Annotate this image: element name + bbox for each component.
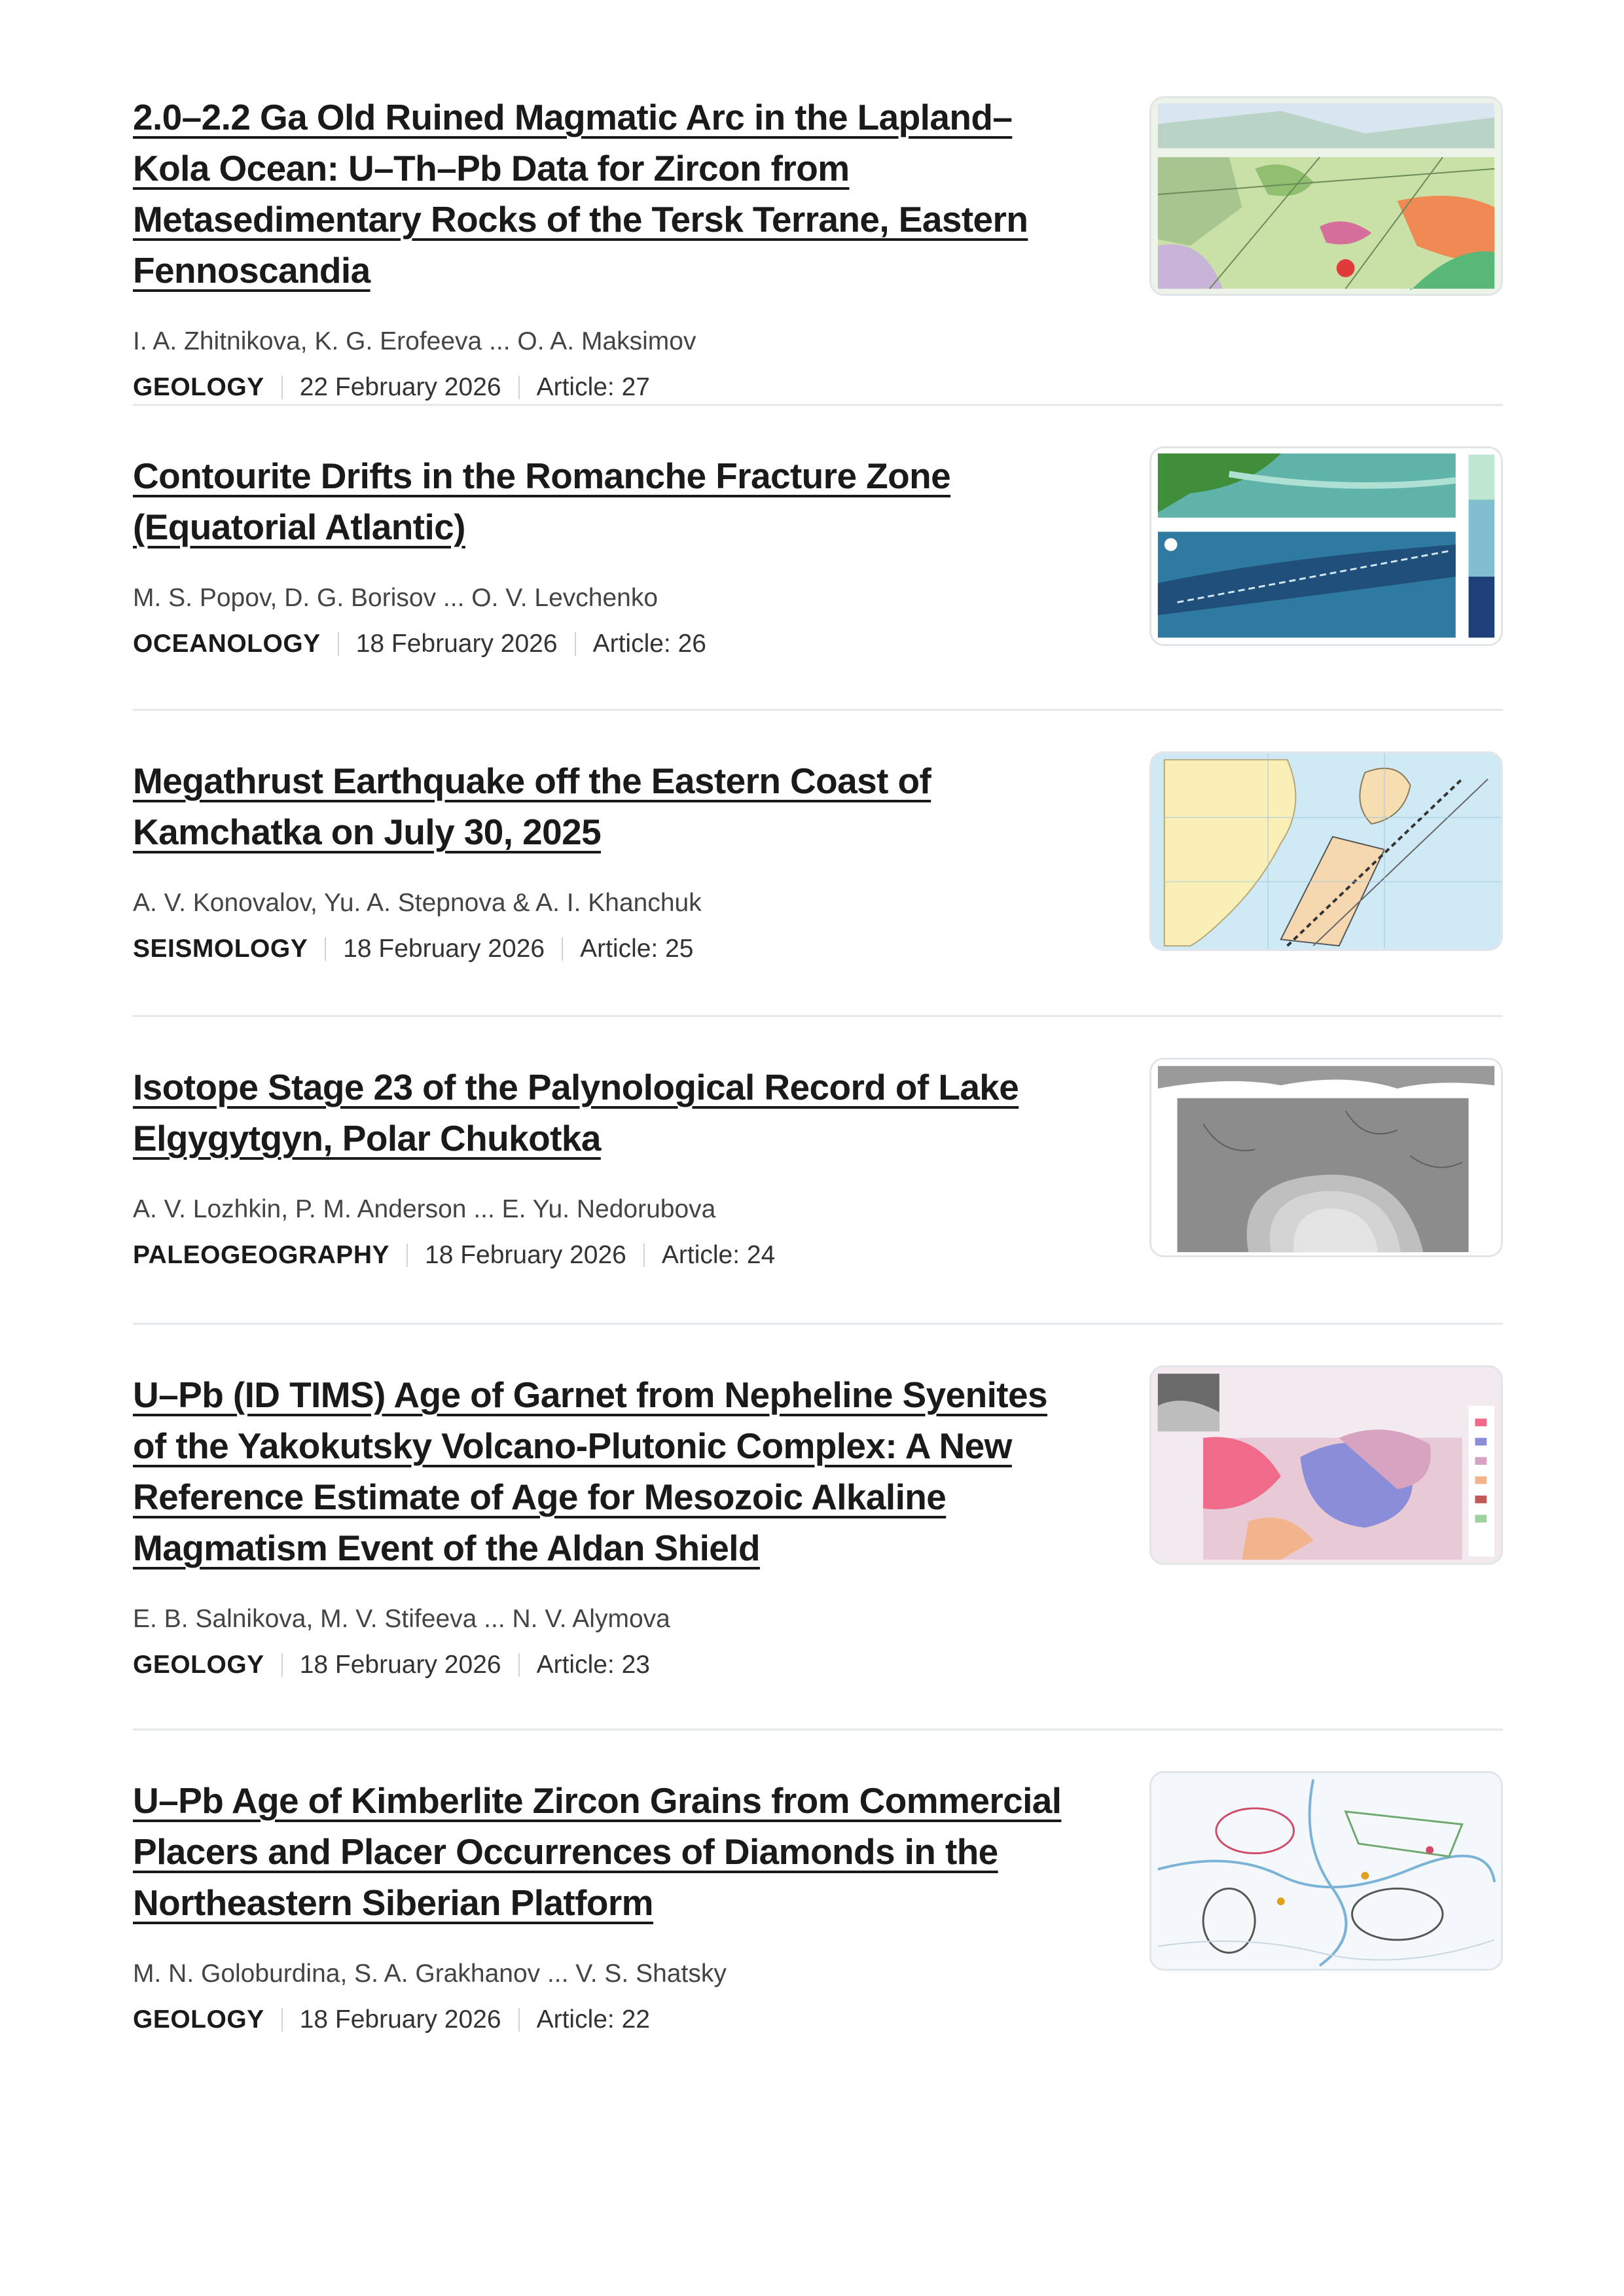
kamchatka-map-icon — [1151, 753, 1501, 949]
meta-divider — [518, 1653, 520, 1677]
subject-label: OCEANOLOGY — [133, 630, 321, 658]
article-title-link[interactable]: Isotope Stage 23 of the Palynological Record of Lake Elgygytgyn, Polar Chukotka — [133, 1067, 1019, 1158]
kamchatka-map-thumbnail[interactable] — [1149, 751, 1503, 951]
article-authors: A. V. Lozhkin, P. M. Anderson ... E. Yu. Nedorubova — [133, 1195, 716, 1223]
article-number: Article: 25 — [580, 935, 694, 963]
geological-map-thumbnail[interactable] — [1149, 1365, 1503, 1565]
meta-divider — [643, 1244, 645, 1267]
meta-divider — [406, 1244, 408, 1267]
article-title-link[interactable]: U–Pb (ID TIMS) Age of Garnet from Nepheline Syenites of the Yakokutsky Volcano-Plutonic Complex: A New Reference Estimate of Age for Mesozoic Alkaline Magmatism Event of the Aldan Shield — [133, 1374, 1047, 1568]
meta-divider — [562, 937, 563, 961]
geological-map-icon — [1151, 98, 1501, 294]
article-number: Article: 27 — [536, 373, 650, 401]
publication-date: 18 February 2026 — [425, 1241, 626, 1269]
placer-map-icon — [1151, 1773, 1501, 1969]
publication-date: 18 February 2026 — [355, 630, 558, 658]
article-meta — [133, 2000, 1503, 2039]
article-authors: M. N. Goloburdina, S. A. Grakhanov ... V. S. Shatsky — [133, 1960, 727, 1988]
article-authors: I. A. Zhitnikova, K. G. Erofeeva ... O. A. Maksimov — [133, 327, 696, 355]
subject-label: PALEOGEOGRAPHY — [133, 1241, 389, 1269]
article-meta — [133, 1645, 1503, 1685]
article-card — [133, 711, 1503, 1017]
publication-date: 22 February 2026 — [299, 373, 501, 401]
article-number: Article: 24 — [661, 1241, 776, 1269]
meta-divider — [575, 632, 576, 656]
lake-map-icon — [1151, 1060, 1501, 1255]
article-list — [133, 92, 1503, 2058]
article-title-link[interactable]: U–Pb Age of Kimberlite Zircon Grains from Commercial Placers and Placer Occurrences of Diamonds in the Northeastern Siberian Platform — [133, 1780, 1062, 1923]
geological-map-icon — [1151, 1367, 1501, 1563]
meta-divider — [338, 632, 339, 656]
subject-label: GEOLOGY — [133, 1651, 264, 1679]
meta-divider — [281, 2008, 283, 2032]
meta-divider — [325, 937, 326, 961]
article-card — [133, 1017, 1503, 1325]
article-authors: E. B. Salnikova, M. V. Stifeeva ... N. V. Alymova — [133, 1605, 670, 1633]
article-authors: M. S. Popov, D. G. Borisov ... O. V. Levchenko — [133, 584, 659, 612]
subject-label: GEOLOGY — [133, 373, 264, 401]
bathymetry-map-icon — [1151, 448, 1501, 644]
article-title-link[interactable]: 2.0–2.2 Ga Old Ruined Magmatic Arc in the Lapland–Kola Ocean: U–Th–Pb Data for Zircon from Metasedimentary Rocks of the Tersk Terrane, Eastern Fennoscandia — [133, 97, 1028, 291]
article-number: Article: 26 — [592, 630, 706, 658]
article-title-link[interactable]: Megathrust Earthquake off the Eastern Coast of Kamchatka on July 30, 2025 — [133, 761, 931, 852]
article-title-link[interactable]: Contourite Drifts in the Romanche Fracture Zone (Equatorial Atlantic) — [133, 456, 951, 547]
meta-divider — [281, 1653, 283, 1677]
publication-date: 18 February 2026 — [299, 1651, 501, 1679]
article-meta — [133, 368, 1503, 407]
meta-divider — [281, 376, 283, 399]
publication-date: 18 February 2026 — [343, 935, 545, 963]
publication-date: 18 February 2026 — [299, 2005, 501, 2034]
article-authors: A. V. Konovalov, Yu. A. Stepnova & A. I. Khanchuk — [133, 889, 702, 917]
placer-map-thumbnail[interactable] — [1149, 1771, 1503, 1971]
subject-label: GEOLOGY — [133, 2005, 264, 2034]
geological-map-thumbnail[interactable] — [1149, 96, 1503, 296]
meta-divider — [518, 2008, 520, 2032]
article-card — [133, 406, 1503, 711]
article-number: Article: 22 — [536, 2005, 650, 2034]
article-card — [133, 1731, 1503, 2058]
article-number: Article: 23 — [536, 1651, 650, 1679]
article-card — [133, 1325, 1503, 1731]
article-card — [133, 92, 1503, 406]
lake-map-thumbnail[interactable] — [1149, 1058, 1503, 1257]
subject-label: SEISMOLOGY — [133, 935, 308, 963]
meta-divider — [518, 376, 520, 399]
bathymetry-map-thumbnail[interactable] — [1149, 446, 1503, 646]
